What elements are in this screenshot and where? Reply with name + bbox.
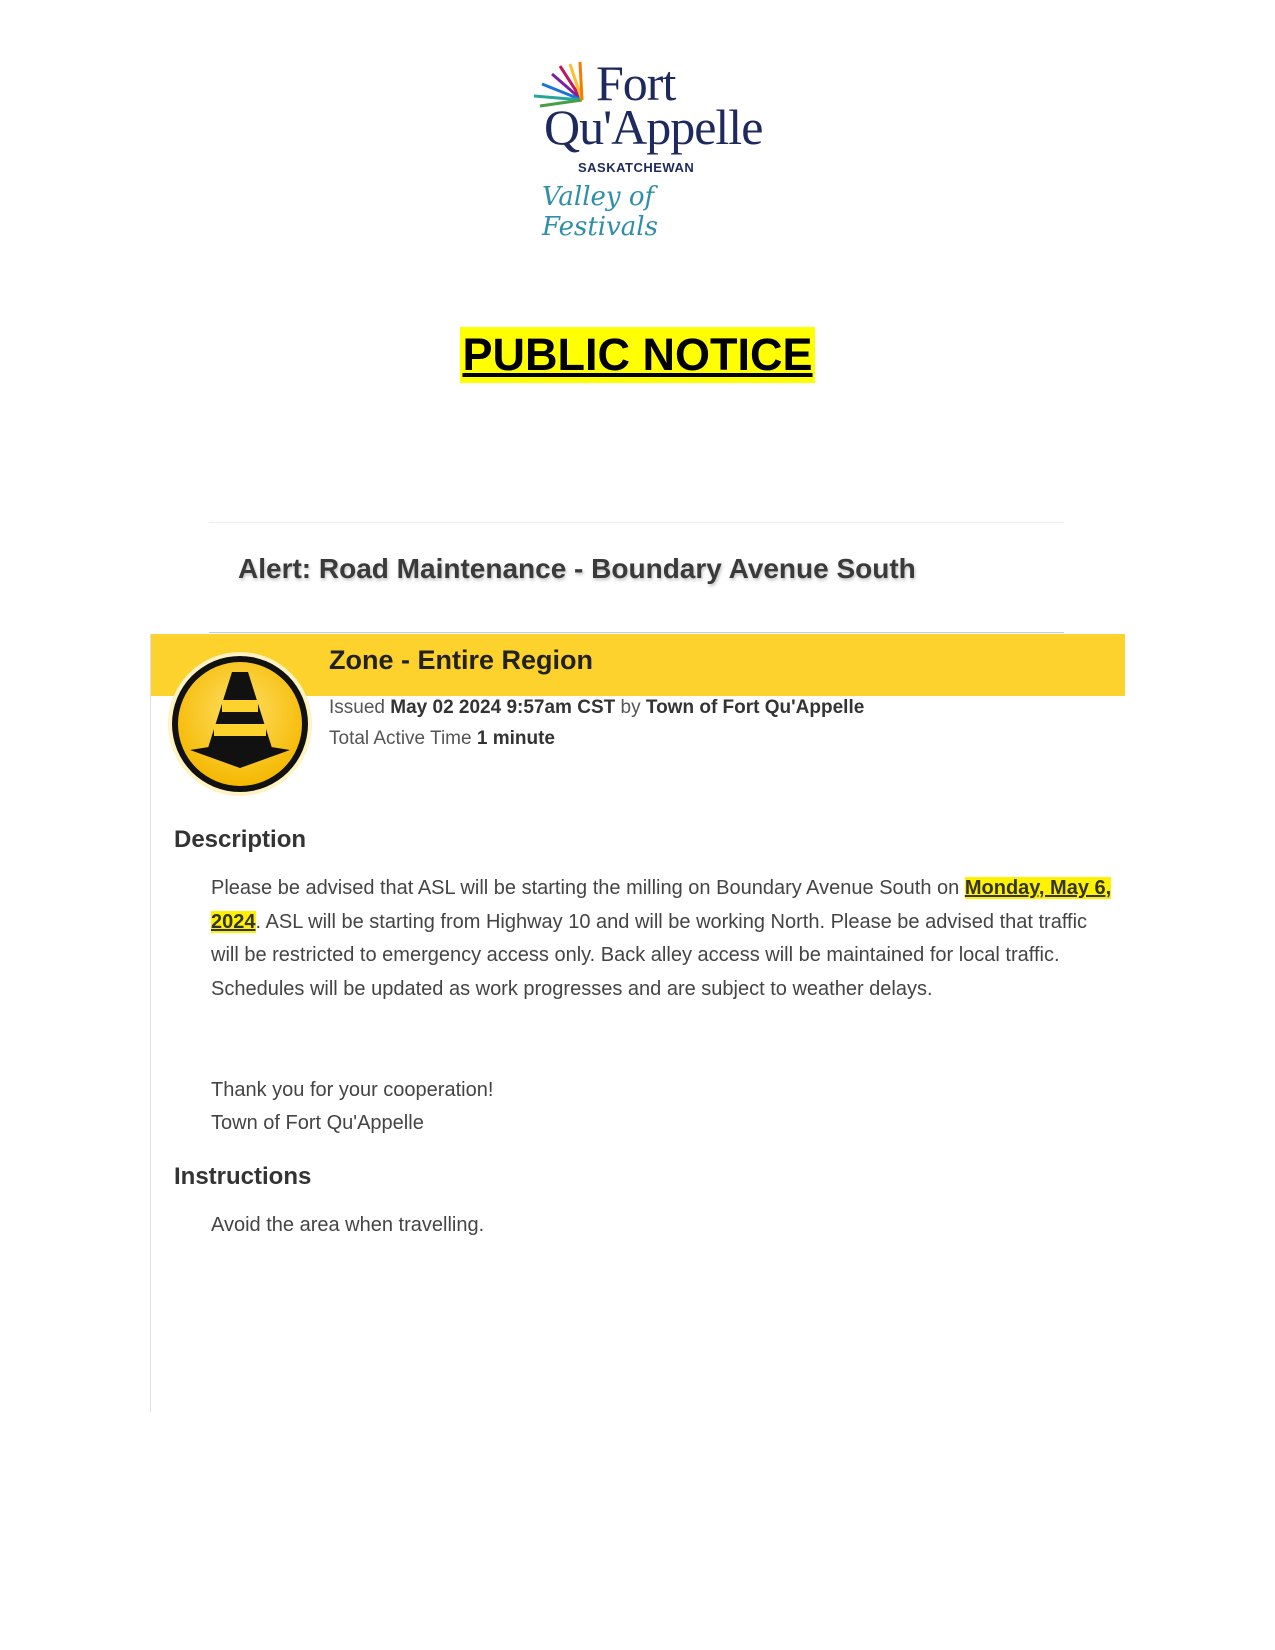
logo-text-fort: Fort <box>596 55 676 111</box>
description-body <box>211 872 1116 1006</box>
logo-text-quappelle: Qu'Appelle <box>544 99 763 155</box>
zone-title: Zone - Entire Region <box>329 645 594 675</box>
notice-title-wrap <box>0 327 1275 383</box>
issuer-name: Town of Fort Qu'Appelle <box>645 697 865 718</box>
instructions-heading: Instructions <box>174 1163 312 1190</box>
issued-by-label: by <box>620 697 641 718</box>
notice-title: PUBLIC NOTICE <box>460 327 814 383</box>
alert-heading: Alert: Road Maintenance - Boundary Avenue South <box>238 553 916 584</box>
highlighted-date: Monday, May 6, 2024 <box>211 877 1112 933</box>
divider-bottom <box>209 632 1064 633</box>
issued-line <box>329 697 864 719</box>
issued-label: Issued <box>329 697 385 718</box>
issued-date: May 02 2024 9:57am CST <box>390 697 616 718</box>
description-heading: Description <box>174 826 307 853</box>
description-text-end: . ASL will be starting from Highway 10 and will be working North. Please be advised that traffic will be restricted to emergency access only. Back alley access will be maintained for local traffic. Schedules will be updated as work progresses and are subject to weather delays. <box>211 910 1088 1000</box>
active-time-label: Total Active Time <box>329 728 472 749</box>
logo-tagline: Valley of Festivals <box>542 182 658 242</box>
thanks-line: Thank you for your cooperation! <box>211 1079 494 1101</box>
active-time-line <box>329 728 555 750</box>
logo-text-province: SASKATCHEWAN <box>578 160 695 175</box>
description-text-start: Please be advised that ASL will be starting the milling on Boundary Avenue South on <box>211 877 960 899</box>
card-left-border <box>150 634 151 1412</box>
divider-top <box>209 522 1064 523</box>
signature-line: Town of Fort Qu'Appelle <box>211 1112 424 1134</box>
town-logo <box>530 55 763 242</box>
instructions-text: Avoid the area when travelling. <box>211 1214 485 1236</box>
traffic-cone-icon <box>166 650 314 798</box>
active-time-value: 1 minute <box>476 728 555 749</box>
